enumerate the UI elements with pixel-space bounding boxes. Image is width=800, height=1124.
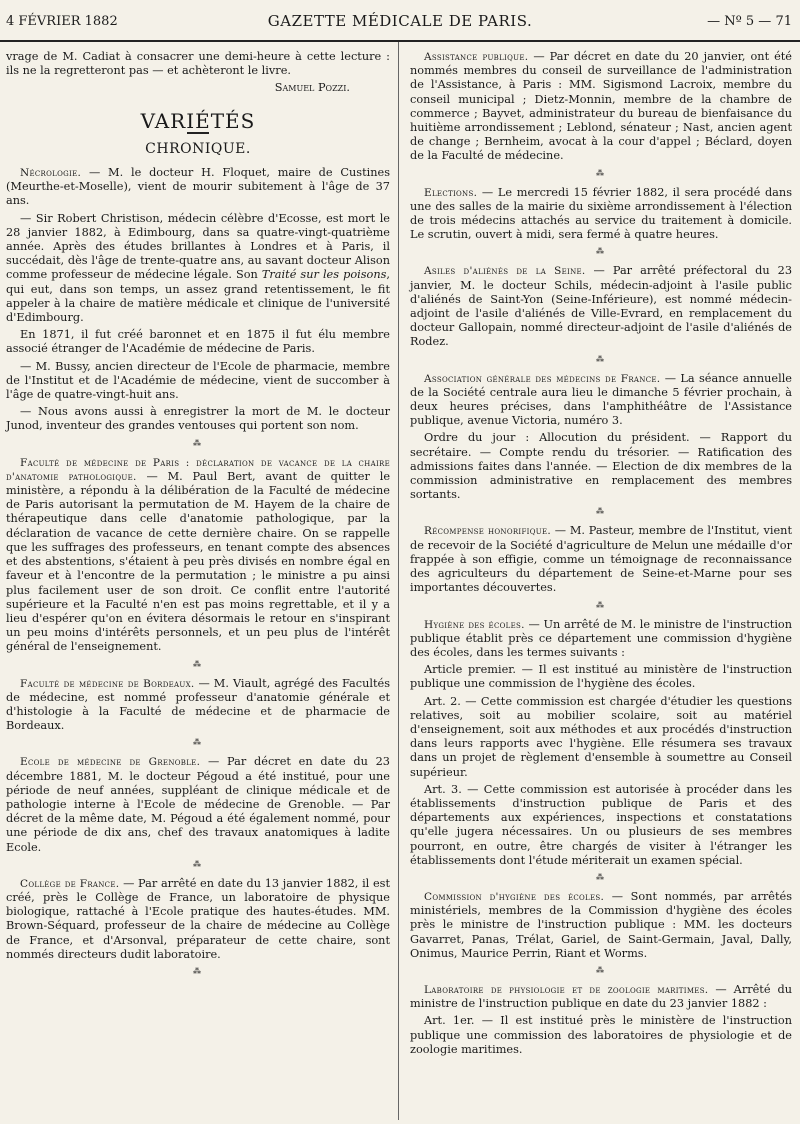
header-date: 4 FÉVRIER 1882: [6, 14, 118, 29]
column-divider: [398, 42, 399, 1120]
article-hygiene-art1: Article premier. — Il est institué au ministère de l'instruction publique une commission de l'hygiène des écoles.: [410, 663, 792, 691]
article-christison: [6, 212, 390, 326]
article-text: — La séance annuelle de la Société centrale aura lieu le dimanche 5 février prochain, à deux heures précises, dans l'amphithéâtre de l'Assistance publique, avenue Victoria, numéro 3.: [410, 371, 792, 428]
asterism: ⁂: [596, 168, 606, 178]
article-text: — Par arrêté préfectoral du 23 janvier, M. le docteur Schils, médecin-adjoint à l'asile public d'aliénés de Saint-Yon (Seine-Inférieure), est nommé médecin-adjoint de l'asile d'aliénés de Ville-Evrard, en remplacement du docteur Gallopain, nommé directeur-adjoint de l'asile d'aliénés de Rodez.: [410, 264, 793, 349]
asterism: ⁂: [596, 354, 606, 364]
article-label: Nécrologie.: [20, 167, 82, 180]
article-junod: — Nous avons aussi à enregistrer la mort de M. le docteur Junod, inventeur des grandes ventouses qui portent son nom.: [6, 405, 390, 433]
header-title: GAZETTE MÉDICALE DE PARIS.: [267, 12, 533, 30]
page-header: [0, 0, 800, 42]
article-elections: [410, 186, 792, 243]
article-laboratoire-art1: Art. 1er. — Il est institué près le ministère de l'instruction publique une commission des laboratoires de physiologie et de zoologie maritimes.: [410, 1014, 792, 1056]
article-text: — M. Viault, agrégé des Facultés de médecine, est nommé professeur d'anatomie générale et d'histologie à la Faculté de médecine et de pharmacie de Bordeaux.: [6, 676, 390, 733]
article-recompense: [410, 524, 792, 595]
section-title: VARIÉTÉS: [140, 108, 256, 133]
article-label: Faculté de médecine de Paris : déclaration de vacance de la chaire d'anatomie pathologique.: [6, 456, 390, 483]
article-hygiene: [410, 618, 792, 661]
article-text: — Par décret en date du 20 janvier, ont été nommés membres du conseil de surveillance de l'administration de l'Assistance, à Paris : MM. Sigismond Lacroix, membre du conseil municipal ; Dietz-Monnin, membre de la chambre de commerce ; Bayvet, administrateur du bureau de bienfaisance du huitième arrondissement ; Leblond, sénateur ; Nast, ancien agent de change ; Bernheim, avocat à la cour d'appel ; Béclard, doyen de la Faculté de médecine.: [410, 50, 792, 163]
asterism: ⁂: [596, 600, 606, 610]
article-label: Commission d'hygiène des écoles.: [424, 890, 605, 903]
right-column: [410, 50, 792, 1060]
article-label: Assistance publique.: [424, 51, 529, 63]
article-text: — M. Paul Bert, avant de quitter le ministère, a répondu à la délibération de la Faculté de médecine de Paris autorisant la permutation de M. Hayem de la chaire de thérapeutique dans celle d'anatomie pathologique, par la déclaration de vacance de cette dernière chaire. On se rappelle que les suffrages des professeurs, en tenant compte des absences et des abstentions, s'étaient à peu près divisés en nombre égal en faveur et à l'encontre de la permutation ; le ministre a pu ainsi plus facilement user de son droit. Ce conflit entre l'autorité supérieure et la Faculté n'en est pas moins regrettable, et il y a lieu d'espérer qu'on en évitera désormais le retour en s'inspirant un peu moins d'intérêts personnels, et un peu plus de l'intérêt général de l'enseignement.: [6, 469, 391, 654]
article-text: — Par arrêté en date du 13 janvier 1882, il est créé, près le Collège de France, un laboratoire de physique biologique, rattaché à l'Ecole pratique des hautes-études. MM. Brown-Séquard, professeur de la chaire de médecine au Collège de France, et d'Arsonval, préparateur de cette chaire, sont nommés directeurs dudit laboratoire.: [6, 876, 390, 961]
asterism: ⁂: [193, 438, 203, 448]
article-bussy: — M. Bussy, ancien directeur de l'Ecole de pharmacie, membre de l'Institut et de l'Académie de médecine, vient de succomber à l'âge de quatre-vingt-huit ans.: [6, 359, 390, 402]
article-hygiene-art3: Art. 3. — Cette commission est autorisée à procéder dans les établissements d'instruction publique de Paris et des départements aux expériences, inspections et constatations qu'elle jugera nécessaires. Un ou plusieurs de ses membres pourront, en outre, être chargés de visiter à l'étranger les établissements dont l'étude mériterait un examen spécial.: [410, 782, 792, 867]
article-text: — Le mercredi 15 février 1882, il sera procédé dans une des salles de la mairie du sixième arrondissement à l'élection de trois médecins attachés au service du traitement à domicile. Le scrutin, ouvert à midi, sera fermé à quatre heures.: [410, 185, 792, 242]
article-text: — Arrêté du ministre de l'instruction publique en date du 23 janvier 1882 :: [410, 982, 792, 1011]
article-label: Hygiène des écoles.: [424, 618, 525, 631]
article-label: Association générale des médecins de France.: [424, 372, 661, 385]
left-column: [6, 50, 390, 984]
article-label: Faculté de médecine de Bordeaux.: [20, 677, 195, 690]
asterism: ⁂: [193, 738, 203, 748]
asterism: ⁂: [193, 966, 203, 976]
article-association: [410, 372, 792, 429]
article-label: Récompense honorifique.: [424, 525, 552, 538]
article-label: Collège de France.: [20, 877, 120, 890]
article-text: — M. le docteur H. Floquet, maire de Custines (Meurthe-et-Moselle), vient de mourir subitement à l'âge de 37 ans.: [6, 166, 390, 208]
article-label: Laboratoire de physiologie et de zoologie maritimes.: [424, 983, 709, 996]
asterism: ⁂: [193, 659, 203, 669]
header-issue: — Nº 5 — 71: [707, 14, 792, 29]
asterism: ⁂: [596, 965, 606, 975]
article-college: [6, 877, 390, 962]
article-faculte-paris: [6, 456, 390, 655]
article-text: — Un arrêté de M. le ministre de l'instruction publique établit près ce département une commission d'hygiène des écoles, dans les termes suivants :: [410, 617, 793, 659]
article-assistance: [410, 50, 792, 164]
article-christison-2: En 1871, il fut créé baronnet et en 1875 il fut élu membre associé étranger de l'Académie de médecine de Paris.: [6, 328, 390, 356]
article-text: — M. Pasteur, membre de l'Institut, vient de recevoir de la Société d'agriculture de Melun une médaille d'or frappée à son effigie, comme un témoignage de reconnaissance des agriculteurs du département de Seine-et-Marne pour ses importantes découvertes.: [410, 524, 792, 595]
article-text: — Sont nommés, par arrêtés ministériels, membres de la Commission d'hygiène des écoles près le ministre de l'instruction publique : MM. les docteurs Gavarret, Panas, Trélat, Gariel, de Saint-Germain, Javal, Dally, Onimus, Maurice Perrin, Riant et Worms.: [410, 889, 792, 960]
article-label: Ecole de médecine de Grenoble.: [20, 756, 201, 769]
article-asiles: [410, 264, 792, 349]
article-laboratoire: [410, 983, 792, 1011]
article-label: Asiles d'aliénés de la Seine.: [424, 265, 586, 278]
asterism: ⁂: [193, 859, 203, 869]
asterism: ⁂: [596, 247, 606, 257]
article-necrologie: [6, 166, 390, 209]
article-commission: [410, 890, 792, 961]
article-label: Elections.: [424, 186, 478, 199]
article-grenoble: [6, 755, 390, 854]
asterism: ⁂: [596, 872, 606, 882]
asterism: ⁂: [596, 507, 606, 517]
article-text: — Sir Robert Christison, médecin célèbre d'Ecosse, est mort le 28 janvier 1882, à Edimbourg, dans sa quatre-vingt-quatrième année. Après des études brillantes à Londres et à Paris, il succédait, dès l'âge de trente-quatre ans, au savant docteur Alison comme professeur de médecine légale. Son: [6, 211, 390, 282]
intro-paragraph: vrage de M. Cadiat à consacrer une demi-heure à cette lecture : ils ne la regretteront pas — et achèteront le livre.: [6, 50, 390, 78]
article-text: , qui eut, dans son temps, un assez grand retentissement, le fit appeler à la chaire de matière médicale et clinique de l'université d'Edimbourg.: [6, 268, 390, 325]
article-bordeaux: [6, 677, 390, 734]
signature: Samuel Pozzi.: [274, 81, 350, 95]
section-subtitle: CHRONIQUE.: [145, 140, 251, 157]
book-title: Traité sur les poisons: [261, 268, 387, 282]
article-ordre-du-jour: Ordre du jour : Allocution du président. — Rapport du secrétaire. — Compte rendu du trésorier. — Ratification des admissions faites dans l'année. — Election de dix membres de la commission administrative en remplacement des membres sortants.: [410, 431, 792, 502]
article-text: — Par décret en date du 23 décembre 1881, M. le docteur Pégoud a été institué, pour une période de neuf années, suppléant de clinique médicale et de pathologie interne à l'Ecole de médecine de Grenoble. — Par décret de la même date, M. Pégoud a été également nommé, pour une période de dix ans, chef des travaux anatomiques à ladite Ecole.: [6, 755, 390, 854]
article-hygiene-art2: Art. 2. — Cette commission est chargée d'étudier les questions relatives, soit au mobilier scolaire, soit au matériel d'enseignement, soit aux méthodes et aux procédés d'instruction dans leurs rapports avec l'hygiène. Elle résumera ses travaux dans un projet de règlement d'ensemble à soumettre au Conseil supérieur.: [410, 694, 792, 779]
